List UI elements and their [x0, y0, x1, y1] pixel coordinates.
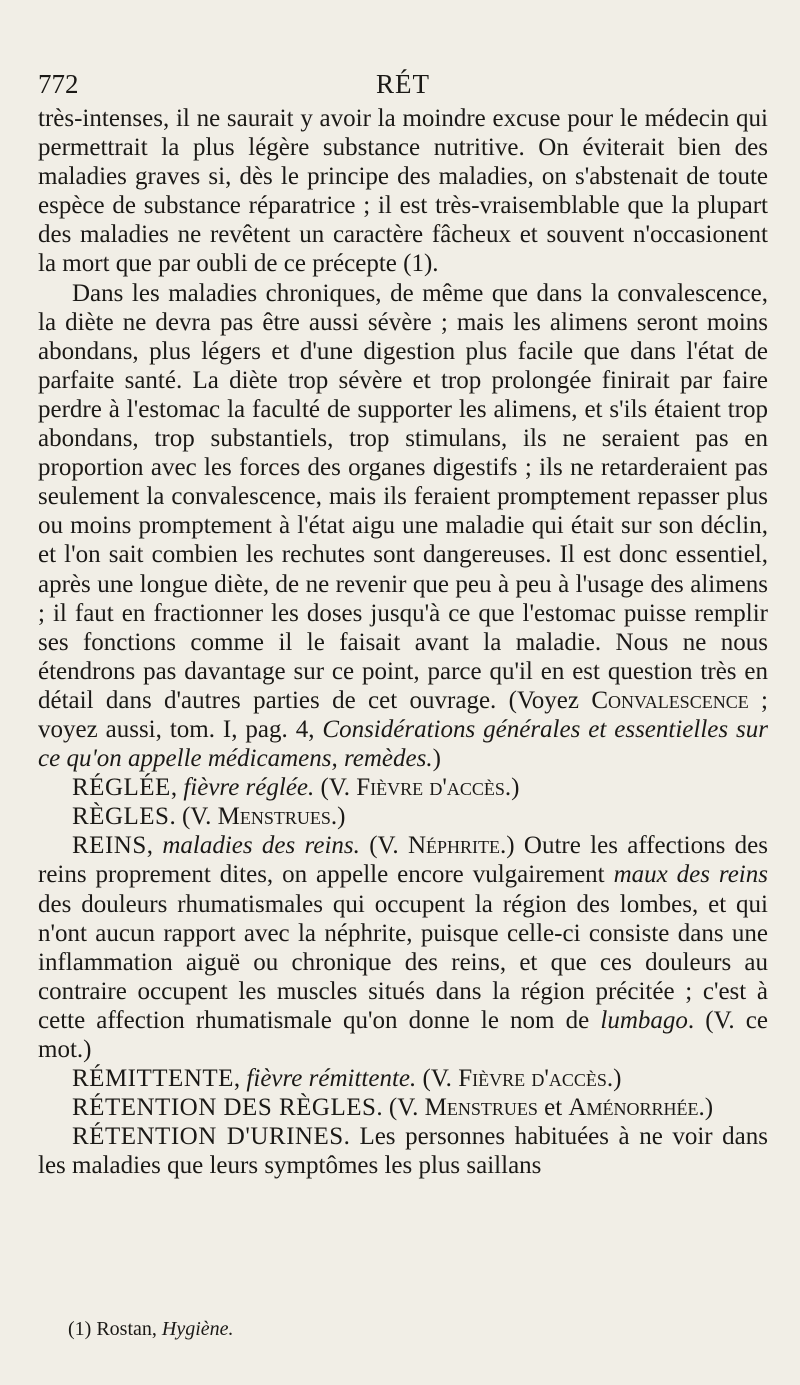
- entry-close: .): [606, 1065, 622, 1093]
- paragraph-2-text: Dans les maladies chroniques, de même que dans la convalescence, la diète ne devra pas être aussi sévère ; mais les alimens seront moins abondans, plus légers et d'une digestion plus facile que dans l'état de parfaite santé. La diète trop sévère et trop prolongée finirait par faire perdre à l'estomac la faculté de supporter les alimens, et s'ils étaient trop abondans, trop substantiels, trop stimulans, ils ne seraient pas en proportion avec les forces des organes digestifs ; ils ne retarderaient pas seulement la convalescence, mais ils feraient promptement repasser plus ou moins promptement à l'état aigu une maladie qui était sur son déclin, et l'on sait combien les rechutes sont dangereuses. Il est donc essentiel, après une longue diète, de ne revenir que peu à peu à l'usage des alimens ; il faut en fractionner les doses jusqu'à ce que l'estomac puisse remplir ses fonctions comme il le faisait avant la maladie. Nous ne nous étendrons pas davantage sur ce point, parce qu'il en est question très en détail dans d'autres parties de cet ouvrage. (Voyez: [38, 279, 768, 714]
- entry-ref: Fièvre d'accès: [458, 1065, 607, 1093]
- entry-open: (V.: [314, 774, 357, 802]
- entry-head: RÉTENTION DES RÈGLES: [72, 1094, 377, 1122]
- entry-ref: Menstrues: [217, 803, 331, 831]
- entry-retention-regles: [38, 1093, 768, 1122]
- entry-head: RÉTENTION D'URINES: [72, 1123, 344, 1151]
- entry-close: .): [500, 832, 524, 860]
- entry-reins: [38, 831, 768, 1064]
- ref-mid: ; voyez aussi, tom. I, pag. 4,: [38, 686, 768, 743]
- paragraph-1: très-intenses, il ne saurait y avoir la moindre excuse pour le médecin qui permettrait la plus légère substance nutritive. On éviterait bien des maladies graves si, dès le principe des maladies, on s'abstenait de toute espèce de substance réparatrice ; il est très-vraisemblable que la plupart des maladies ne revêtent un caractère fâcheux et souvent n'occasionent la mort que par oubli de ce précepte (1).: [38, 105, 768, 278]
- entry-sep: ,: [170, 774, 184, 802]
- entry-ref-2: Aménorrhée: [568, 1094, 699, 1122]
- page-body: [38, 70, 768, 1180]
- entry-close: .): [698, 1094, 714, 1122]
- entry-italic: fièvre rémittente.: [246, 1065, 417, 1093]
- entry-open: . (V.: [169, 803, 218, 831]
- entry-regles: [38, 802, 768, 831]
- footnote-mark: (1): [68, 1318, 97, 1340]
- footnote-title: Hygiène.: [161, 1318, 234, 1340]
- entry-head: RÈGLES: [72, 803, 170, 831]
- entry-open: (V.: [359, 832, 408, 860]
- entry-sep: ,: [233, 1065, 247, 1093]
- entry-text-2: des douleurs rhumatismales qui occupent la région des lombes, et qui n'ont aucun rapport avec la néphrite, puisque celle-ci consiste dans une inflammation aiguë ou chronique des reins, et que ces douleurs au contraire occupent les muscles situés dans la région précitée ; c'est à cette affection rhumatismale qu'on donne le nom de: [38, 890, 768, 1034]
- entry-open: . (V.: [376, 1094, 425, 1122]
- entry-italic: maladies des reins.: [162, 832, 360, 860]
- entry-close: .): [504, 774, 520, 802]
- entry-ref: Néphrite: [407, 832, 500, 860]
- entry-head: RÉGLÉE: [72, 774, 171, 802]
- entry-close: .): [330, 803, 346, 831]
- entry-sep: ,: [146, 832, 163, 860]
- entry-and: et: [537, 1094, 569, 1122]
- footnote-sep: ,: [151, 1318, 162, 1340]
- entry-reglee: [38, 773, 768, 802]
- page-number: 772: [38, 69, 79, 99]
- ref-close: ): [432, 745, 441, 773]
- ref-convalescence: Convalescence: [591, 686, 749, 714]
- entry-text: . Les personnes habituées à ne voir dans les maladies que leurs symptômes les plus saillans: [38, 1123, 768, 1180]
- ref-considerations: Considérations générales et essentielles sur ce qu'on appelle médicamens, remèdes.: [38, 715, 768, 773]
- running-head: RÉT: [376, 69, 430, 99]
- entry-open: (V.: [416, 1065, 459, 1093]
- entry-head: REINS: [72, 832, 147, 860]
- paragraph-2: [38, 279, 768, 774]
- entry-text-3: . (V. ce mot.): [38, 1006, 768, 1063]
- footnote-author: Rostan: [96, 1318, 152, 1340]
- entry-retention-urines: [38, 1122, 768, 1180]
- entry-italic-2: maux des reins: [613, 861, 768, 889]
- footnote: [68, 1318, 234, 1341]
- entry-italic: fièvre réglée.: [183, 774, 315, 802]
- entry-ref: Fièvre d'accès: [356, 774, 505, 802]
- page-header: [38, 70, 768, 104]
- entry-head: RÉMITTENTE: [72, 1065, 234, 1093]
- entry-ref: Menstrues: [424, 1094, 538, 1122]
- entry-italic-3: lumbago: [600, 1006, 688, 1034]
- entry-remittente: [38, 1064, 768, 1093]
- entry-text: Outre les affections des reins proprement dites, on appelle encore vulgairement: [38, 832, 768, 889]
